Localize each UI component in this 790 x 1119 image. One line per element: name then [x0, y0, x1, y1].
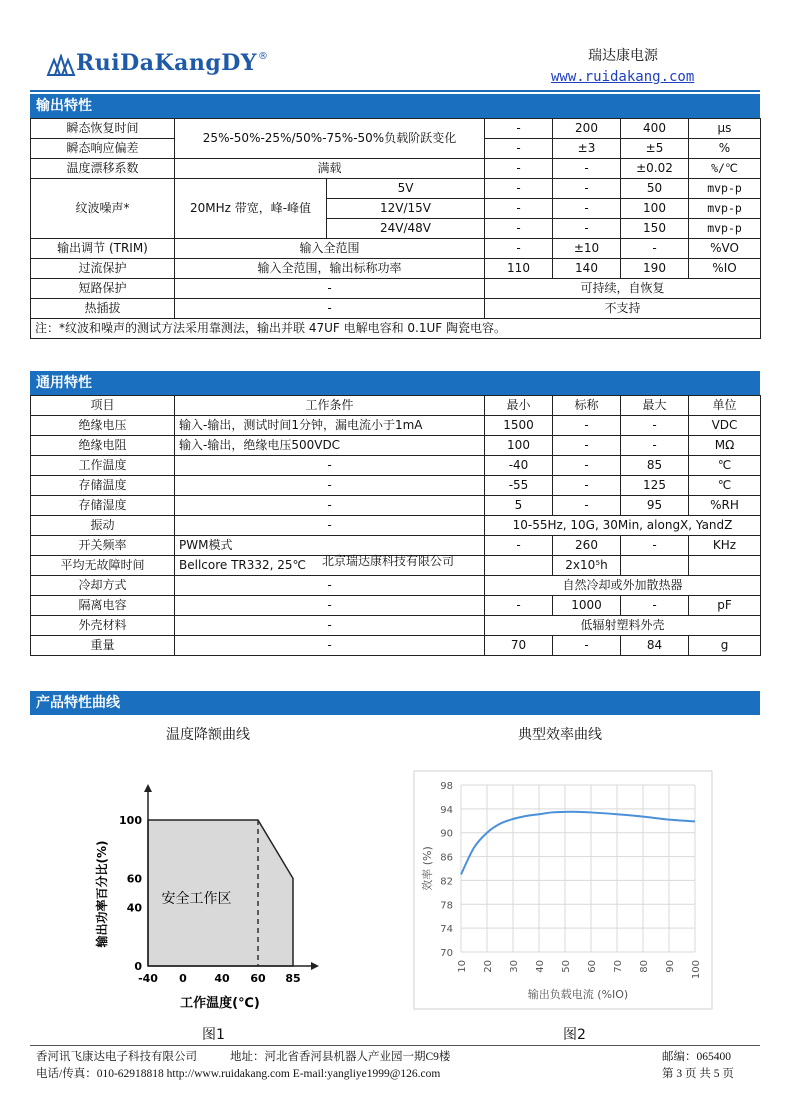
row-value: 自然冷却或外加散热器: [485, 576, 761, 596]
row-max: -: [621, 416, 689, 436]
row-condition: -: [175, 476, 485, 496]
row-max: ±0.02: [621, 159, 689, 179]
table-note-row: [31, 319, 761, 339]
row-item: 绝缘电阻: [31, 436, 175, 456]
row-max: 95: [621, 496, 689, 516]
y-tick-label: 60: [126, 872, 142, 886]
row-unit: mvp-p: [689, 179, 761, 199]
table-row: [31, 239, 761, 259]
header-condition: 工作条件: [175, 396, 485, 416]
footer-company: 香河讯飞康达电子科技有限公司: [36, 1051, 197, 1063]
row-item: 短路保护: [31, 279, 175, 299]
row-max: -: [621, 239, 689, 259]
row-condition: -: [175, 456, 485, 476]
row-item: 冷却方式: [31, 576, 175, 596]
row-max: 125: [621, 476, 689, 496]
x-axis-label: 工作温度(℃): [180, 996, 260, 1011]
table-row: [31, 516, 761, 536]
y-tick-label: 74: [440, 924, 453, 936]
row-min: 100: [485, 436, 553, 456]
row-max: 84: [621, 636, 689, 656]
row-max: -: [621, 536, 689, 556]
row-min: -: [485, 119, 553, 139]
row-unit: pF: [689, 596, 761, 616]
section-title-curves: 产品特性曲线: [30, 691, 760, 715]
row-voltage: 5V: [327, 179, 485, 199]
row-max: 100: [621, 199, 689, 219]
row-condition: -: [175, 576, 485, 596]
row-max: 50: [621, 179, 689, 199]
row-item: 重量: [31, 636, 175, 656]
row-item: 纹波噪声*: [31, 179, 175, 239]
derating-chart: [90, 770, 330, 1020]
safe-zone-annotation: 安全工作区: [161, 891, 232, 907]
y-axis-arrow: [144, 784, 152, 792]
table-row: [31, 596, 761, 616]
row-item: 热插拔: [31, 299, 175, 319]
brand-logo: [46, 50, 268, 76]
row-max: [621, 556, 689, 576]
row-max: 400: [621, 119, 689, 139]
logo-triangles-icon: [46, 54, 76, 76]
header-divider: [30, 90, 760, 92]
general-spec-table: [30, 395, 761, 656]
row-condition: -: [175, 636, 485, 656]
efficiency-chart: [413, 770, 713, 1010]
row-item: 温度漂移系数: [31, 159, 175, 179]
x-tick-label: 100: [691, 960, 702, 980]
row-min: -: [485, 596, 553, 616]
row-condition: -: [175, 299, 485, 319]
row-min: [485, 556, 553, 576]
y-tick-label: 40: [126, 901, 142, 915]
figure-2-label: 图2: [563, 1027, 586, 1043]
row-max: -: [621, 596, 689, 616]
row-min: -: [485, 199, 553, 219]
row-min: 70: [485, 636, 553, 656]
table-row: [31, 576, 761, 596]
row-condition: -: [175, 516, 485, 536]
row-unit: %RH: [689, 496, 761, 516]
row-item: 平均无故障时间: [31, 556, 175, 576]
table-row: [31, 179, 761, 199]
x-tick-label: 90: [665, 960, 676, 973]
row-max: ±5: [621, 139, 689, 159]
x-tick-label: -40: [138, 972, 158, 985]
row-voltage: 12V/15V: [327, 199, 485, 219]
x-axis-arrow: [311, 962, 319, 970]
row-condition: -: [175, 616, 485, 636]
chart1-title: 温度降额曲线: [166, 727, 250, 743]
x-tick-label: 30: [509, 960, 520, 973]
row-unit: [689, 556, 761, 576]
row-condition: 输入全范围: [175, 239, 485, 259]
row-condition: PWM模式: [175, 536, 485, 556]
x-tick-label: 0: [179, 972, 187, 985]
row-unit: ℃: [689, 456, 761, 476]
row-condition: 输入-输出，测试时间1分钟，漏电流小于1mA: [175, 416, 485, 436]
row-typ: -: [553, 636, 621, 656]
row-value: 不支持: [485, 299, 761, 319]
footer-contact: 电话/传真：010-62918818 http://www.ruidakang.com E-mail:yangliye1999@126.com: [36, 1068, 441, 1080]
chart2-title: 典型效率曲线: [518, 727, 602, 743]
row-max: 190: [621, 259, 689, 279]
row-item: 过流保护: [31, 259, 175, 279]
company-url-link[interactable]: www.ruidakang.com: [551, 69, 695, 85]
row-condition: 满载: [175, 159, 485, 179]
row-item: 绝缘电压: [31, 416, 175, 436]
table-row: [31, 159, 761, 179]
y-tick-label: 98: [440, 781, 453, 792]
row-item: 外壳材料: [31, 616, 175, 636]
row-min: -: [485, 179, 553, 199]
header-typ: 标称: [553, 396, 621, 416]
row-min: -40: [485, 456, 553, 476]
table-row: [31, 436, 761, 456]
y-tick-label: 100: [119, 814, 142, 827]
row-unit: g: [689, 636, 761, 656]
row-typ: ±3: [553, 139, 621, 159]
row-min: 1500: [485, 416, 553, 436]
y-tick-label: 82: [440, 876, 453, 888]
table-row: [31, 416, 761, 436]
x-tick-label: 70: [613, 960, 624, 973]
row-value: 可持续，自恢复: [485, 279, 761, 299]
row-condition: -: [175, 496, 485, 516]
y-axis-label: 输出功率百分比(%): [95, 840, 109, 948]
row-typ: -: [553, 476, 621, 496]
row-typ: 140: [553, 259, 621, 279]
row-typ: -: [553, 436, 621, 456]
table-row: [31, 456, 761, 476]
row-typ: 1000: [553, 596, 621, 616]
row-min: -: [485, 139, 553, 159]
row-item: 存储湿度: [31, 496, 175, 516]
row-item: 存储温度: [31, 476, 175, 496]
row-unit: %IO: [689, 259, 761, 279]
x-tick-label: 20: [483, 960, 494, 973]
table-row: [31, 636, 761, 656]
logo-text: RuiDaKangDY: [76, 50, 258, 76]
x-tick-label: 80: [639, 960, 650, 973]
table-row: [31, 616, 761, 636]
table-row: [31, 119, 761, 139]
row-max: -: [621, 436, 689, 456]
row-unit: mvp-p: [689, 199, 761, 219]
row-typ: -: [553, 199, 621, 219]
row-item: 开关频率: [31, 536, 175, 556]
table-row: [31, 476, 761, 496]
footer-divider: [30, 1045, 760, 1046]
company-stamp: 北京瑞达康科技有限公司: [322, 554, 455, 568]
section-title-output: 输出特性: [30, 94, 760, 118]
row-min: -: [485, 536, 553, 556]
row-typ: -: [553, 159, 621, 179]
x-tick-label: 10: [457, 960, 468, 973]
row-unit: KHz: [689, 536, 761, 556]
registered-mark: ®: [258, 51, 269, 62]
table-row: [31, 259, 761, 279]
row-condition: 输入-输出，绝缘电压500VDC: [175, 436, 485, 456]
y-tick-label: 78: [440, 900, 453, 912]
row-unit: %/℃: [689, 159, 761, 179]
row-typ: 200: [553, 119, 621, 139]
row-value: 10-55Hz, 10G, 30Min, alongX, YandZ: [485, 516, 761, 536]
row-unit: %: [689, 139, 761, 159]
row-typ: -: [553, 416, 621, 436]
footer-address: 地址：河北省香河县机器人产业园一期C9楼: [230, 1051, 451, 1063]
row-unit: %VO: [689, 239, 761, 259]
row-min: -: [485, 159, 553, 179]
header-min: 最小: [485, 396, 553, 416]
figure-1-label: 图1: [202, 1027, 225, 1043]
company-name: 瑞达康电源: [588, 48, 658, 64]
row-unit: ℃: [689, 476, 761, 496]
header-max: 最大: [621, 396, 689, 416]
x-tick-label: 40: [535, 960, 546, 973]
row-item: 工作温度: [31, 456, 175, 476]
row-condition: 25%-50%-25%/50%-75%-50%负载阶跃变化: [175, 119, 485, 159]
row-typ: -: [553, 179, 621, 199]
row-typ: 260: [553, 536, 621, 556]
y-axis-label: 效率 (%): [421, 846, 434, 891]
y-tick-label: 90: [440, 828, 453, 840]
table-row: [31, 299, 761, 319]
row-value: 低辐射塑料外壳: [485, 616, 761, 636]
row-unit: MΩ: [689, 436, 761, 456]
footer-postcode: 邮编：065400: [662, 1051, 731, 1063]
row-typ: 2x10⁵h: [553, 556, 621, 576]
table-note: 注：*纹波和噪声的测试方法采用靠测法，输出并联 47UF 电解电容和 0.1UF 陶瓷电容。: [31, 319, 761, 339]
section-title-general: 通用特性: [30, 371, 760, 395]
x-tick-label: 50: [561, 960, 572, 973]
row-item: 瞬态恢复时间: [31, 119, 175, 139]
row-item: 振动: [31, 516, 175, 536]
header-item: 项目: [31, 396, 175, 416]
row-item: 输出调节 (TRIM): [31, 239, 175, 259]
row-min: -: [485, 239, 553, 259]
row-min: 110: [485, 259, 553, 279]
row-item: 隔离电容: [31, 596, 175, 616]
row-typ: -: [553, 496, 621, 516]
row-typ: -: [553, 219, 621, 239]
x-tick-label: 40: [214, 972, 230, 985]
x-tick-label: 85: [285, 972, 301, 985]
footer-page: 第 3 页 共 5 页: [662, 1068, 734, 1080]
row-unit: VDC: [689, 416, 761, 436]
row-condition: 输入全范围，输出标称功率: [175, 259, 485, 279]
row-min: -: [485, 219, 553, 239]
y-tick-label: 94: [440, 804, 453, 816]
x-axis-label: 输出负载电流 (%IO): [527, 988, 629, 1001]
row-unit: mvp-p: [689, 219, 761, 239]
row-condition: -: [175, 596, 485, 616]
row-condition: 20MHz 带宽，峰-峰值: [175, 179, 327, 239]
header-unit: 单位: [689, 396, 761, 416]
row-max: 85: [621, 456, 689, 476]
row-condition: -: [175, 279, 485, 299]
row-max: 150: [621, 219, 689, 239]
row-min: 5: [485, 496, 553, 516]
table-header-row: [31, 396, 761, 416]
row-condition: Bellcore TR332, 25℃: [175, 556, 485, 576]
row-item: 瞬态响应偏差: [31, 139, 175, 159]
y-tick-label: 86: [440, 852, 453, 864]
row-typ: -: [553, 456, 621, 476]
table-row: [31, 496, 761, 516]
x-tick-label: 60: [250, 972, 266, 985]
row-voltage: 24V/48V: [327, 219, 485, 239]
row-min: -55: [485, 476, 553, 496]
y-tick-label: 0: [134, 960, 142, 973]
y-tick-label: 70: [440, 948, 453, 959]
table-row: [31, 279, 761, 299]
row-unit: μs: [689, 119, 761, 139]
output-spec-table: [30, 118, 761, 339]
row-typ: ±10: [553, 239, 621, 259]
x-tick-label: 60: [587, 960, 598, 973]
